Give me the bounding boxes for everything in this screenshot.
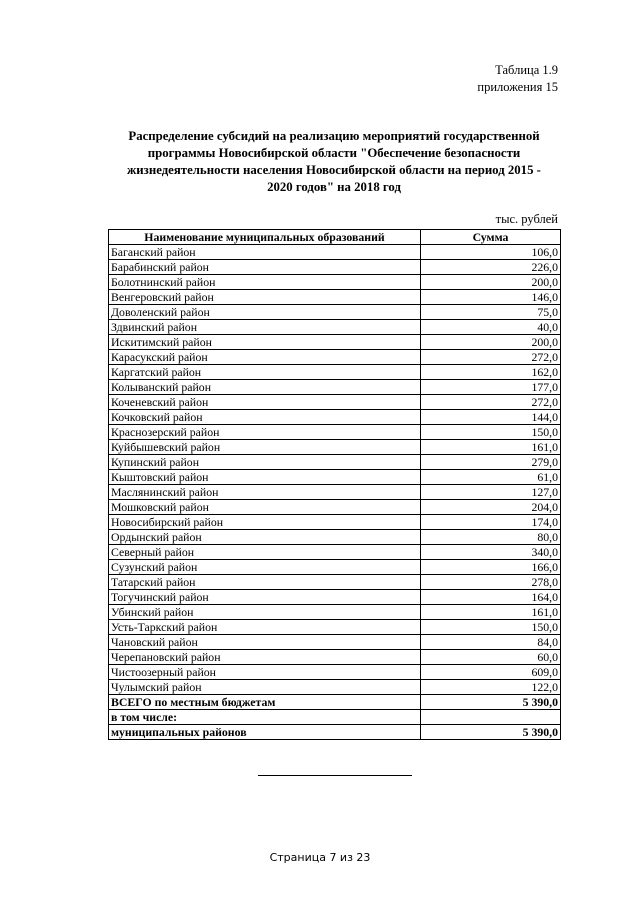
table-row	[109, 305, 561, 320]
district-sum: 200,0	[421, 335, 561, 350]
district-sum: 177,0	[421, 380, 561, 395]
district-sum: 279,0	[421, 455, 561, 470]
table-row	[109, 635, 561, 650]
district-name: Сузунский район	[109, 560, 421, 575]
district-sum: 144,0	[421, 410, 561, 425]
title-line: 2020 годов" на 2018 год	[267, 180, 401, 194]
district-name: Болотнинский район	[109, 275, 421, 290]
district-sum: 200,0	[421, 275, 561, 290]
district-sum: 84,0	[421, 635, 561, 650]
appendix-reference: приложения 15	[477, 80, 558, 94]
table-row	[109, 665, 561, 680]
district-sum: 164,0	[421, 590, 561, 605]
total-sum: 5 390,0	[421, 695, 561, 710]
table-row	[109, 245, 561, 260]
district-name: Убинский район	[109, 605, 421, 620]
title-line: Распределение субсидий на реализацию мероприятий государственной	[128, 129, 540, 143]
table-row	[109, 320, 561, 335]
district-sum: 174,0	[421, 515, 561, 530]
district-sum: 278,0	[421, 575, 561, 590]
district-name: Усть-Таркский район	[109, 620, 421, 635]
table-row	[109, 605, 561, 620]
district-sum: 226,0	[421, 260, 561, 275]
including-sum	[421, 710, 561, 725]
district-sum: 60,0	[421, 650, 561, 665]
district-sum: 609,0	[421, 665, 561, 680]
table-row	[109, 290, 561, 305]
table-row	[109, 590, 561, 605]
table-row	[109, 545, 561, 560]
district-sum: 150,0	[421, 425, 561, 440]
district-name: Новосибирский район	[109, 515, 421, 530]
district-name: Краснозерский район	[109, 425, 421, 440]
municipal-total-sum: 5 390,0	[421, 725, 561, 740]
title-line: жизнедеятельности населения Новосибирской области на период 2015 -	[127, 163, 541, 177]
table-row	[109, 485, 561, 500]
including-row	[109, 710, 561, 725]
table-row	[109, 620, 561, 635]
district-name: Чановский район	[109, 635, 421, 650]
total-label: ВСЕГО по местным бюджетам	[109, 695, 421, 710]
table-row	[109, 680, 561, 695]
district-sum: 146,0	[421, 290, 561, 305]
total-row	[109, 695, 561, 710]
district-sum: 106,0	[421, 245, 561, 260]
district-name: Кочковский район	[109, 410, 421, 425]
table-row	[109, 440, 561, 455]
district-sum: 340,0	[421, 545, 561, 560]
district-name: Ордынский район	[109, 530, 421, 545]
district-sum: 272,0	[421, 350, 561, 365]
table-row	[109, 395, 561, 410]
title-line: программы Новосибирской области "Обеспечение безопасности	[147, 146, 521, 160]
document-title	[108, 128, 560, 196]
district-name: Колыванский район	[109, 380, 421, 395]
column-header-name: Наименование муниципальных образований	[109, 230, 421, 245]
district-name: Здвинский район	[109, 320, 421, 335]
including-label: в том числе:	[109, 710, 421, 725]
table-row	[109, 425, 561, 440]
district-name: Купинский район	[109, 455, 421, 470]
table-row	[109, 500, 561, 515]
table-row	[109, 380, 561, 395]
district-name: Искитимский район	[109, 335, 421, 350]
district-sum: 166,0	[421, 560, 561, 575]
subsidy-table	[108, 229, 561, 740]
district-sum: 80,0	[421, 530, 561, 545]
district-name: Кыштовский район	[109, 470, 421, 485]
district-name: Северный район	[109, 545, 421, 560]
district-name: Барабинский район	[109, 260, 421, 275]
district-name: Черепановский район	[109, 650, 421, 665]
district-sum: 122,0	[421, 680, 561, 695]
district-sum: 150,0	[421, 620, 561, 635]
district-name: Чулымский район	[109, 680, 421, 695]
district-name: Венгеровский район	[109, 290, 421, 305]
district-name: Коченевский район	[109, 395, 421, 410]
district-name: Мошковский район	[109, 500, 421, 515]
unit-note: тыс. рублей	[495, 212, 558, 226]
table-row	[109, 560, 561, 575]
district-name: Каргатский район	[109, 365, 421, 380]
table-row	[109, 575, 561, 590]
table-row	[109, 530, 561, 545]
separator-line	[258, 775, 412, 776]
district-name: Маслянинский район	[109, 485, 421, 500]
district-name: Чистоозерный район	[109, 665, 421, 680]
table-header-row	[109, 230, 561, 245]
table-row	[109, 470, 561, 485]
table-row	[109, 260, 561, 275]
district-sum: 75,0	[421, 305, 561, 320]
district-sum: 162,0	[421, 365, 561, 380]
table-reference	[477, 62, 558, 96]
district-sum: 61,0	[421, 470, 561, 485]
district-name: Тогучинский район	[109, 590, 421, 605]
table-row	[109, 515, 561, 530]
district-name: Татарский район	[109, 575, 421, 590]
district-name: Куйбышевский район	[109, 440, 421, 455]
district-sum: 40,0	[421, 320, 561, 335]
page-number: Страница 7 из 23	[269, 851, 371, 864]
district-sum: 161,0	[421, 440, 561, 455]
district-sum: 272,0	[421, 395, 561, 410]
municipal-total-label: муниципальных районов	[109, 725, 421, 740]
table-row	[109, 335, 561, 350]
district-sum: 127,0	[421, 485, 561, 500]
district-name: Карасукский район	[109, 350, 421, 365]
column-header-sum: Сумма	[421, 230, 561, 245]
municipal-total-row	[109, 725, 561, 740]
table-row	[109, 410, 561, 425]
district-sum: 204,0	[421, 500, 561, 515]
district-name: Доволенский район	[109, 305, 421, 320]
district-name: Баганский район	[109, 245, 421, 260]
table-row	[109, 365, 561, 380]
table-body	[109, 245, 561, 740]
district-sum: 161,0	[421, 605, 561, 620]
table-row	[109, 275, 561, 290]
table-row	[109, 650, 561, 665]
table-number: Таблица 1.9	[495, 63, 558, 77]
table-row	[109, 350, 561, 365]
table-row	[109, 455, 561, 470]
